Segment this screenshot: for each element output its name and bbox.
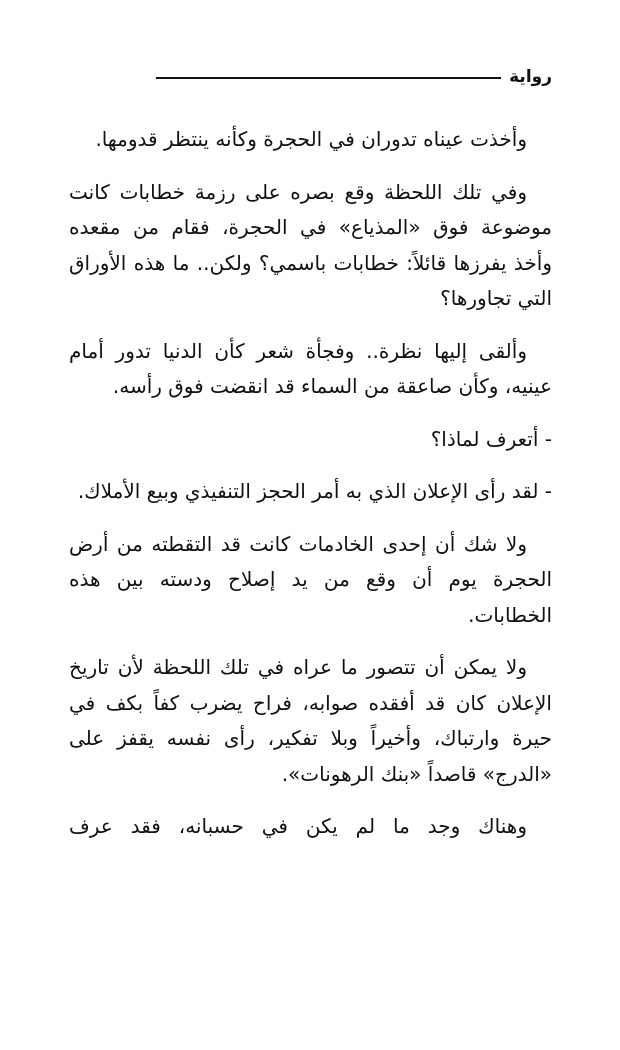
header-title: رواية bbox=[509, 67, 552, 87]
paragraph-3: وألقى إليها نظرة.. وفجأة شعر كأن الدنيا تدور أمام عينيه، وكأن صاعقة من السماء قد انقضت فوق رأسه. bbox=[69, 338, 552, 398]
dialogue-line-2: - لقد رأى الإعلان الذي به أمر الحجز التنفيذي وبيع الأملاك. bbox=[77, 479, 552, 503]
header-rule bbox=[156, 77, 501, 79]
dialogue-line-1: - أتعرف لماذا؟ bbox=[430, 426, 552, 451]
paragraph-5: ولا يمكن أن تتصور ما عراه في تلك اللحظة لأن تاريخ الإعلان كان قد أفقده صوابه، فراح يضرب كفاً بكف في حيرة وارتباك، وأخيراً وبلا تفكير، رأى نفسه يقفز على «الدرج» قاصداً «بنك الرهونات». bbox=[69, 655, 552, 786]
paragraph-2: وفي تلك اللحظة وقع بصره على رزمة خطابات كانت موضوعة فوق «المذياع» في الحجرة، فقام من مقعده وأخذ يفرزها قائلاً: خطابات باسمي؟ ولكن.. ما هذه الأوراق التي تجاورها؟ bbox=[69, 179, 552, 310]
paragraph-6: وهناك وجد ما لم يكن في حسبانه، فقد عرف bbox=[69, 814, 527, 838]
running-header bbox=[70, 62, 552, 92]
paragraph-4: ولا شك أن إحدى الخادمات كانت قد التقطته من أرض الحجرة يوم أن وقع من يد إصلاح ودسته بين هذه الخطابات. bbox=[69, 531, 552, 627]
paragraph-1: وأخذت عيناه تدوران في الحجرة وكأنه ينتظر قدومها. bbox=[95, 127, 527, 151]
body-text bbox=[69, 122, 552, 845]
